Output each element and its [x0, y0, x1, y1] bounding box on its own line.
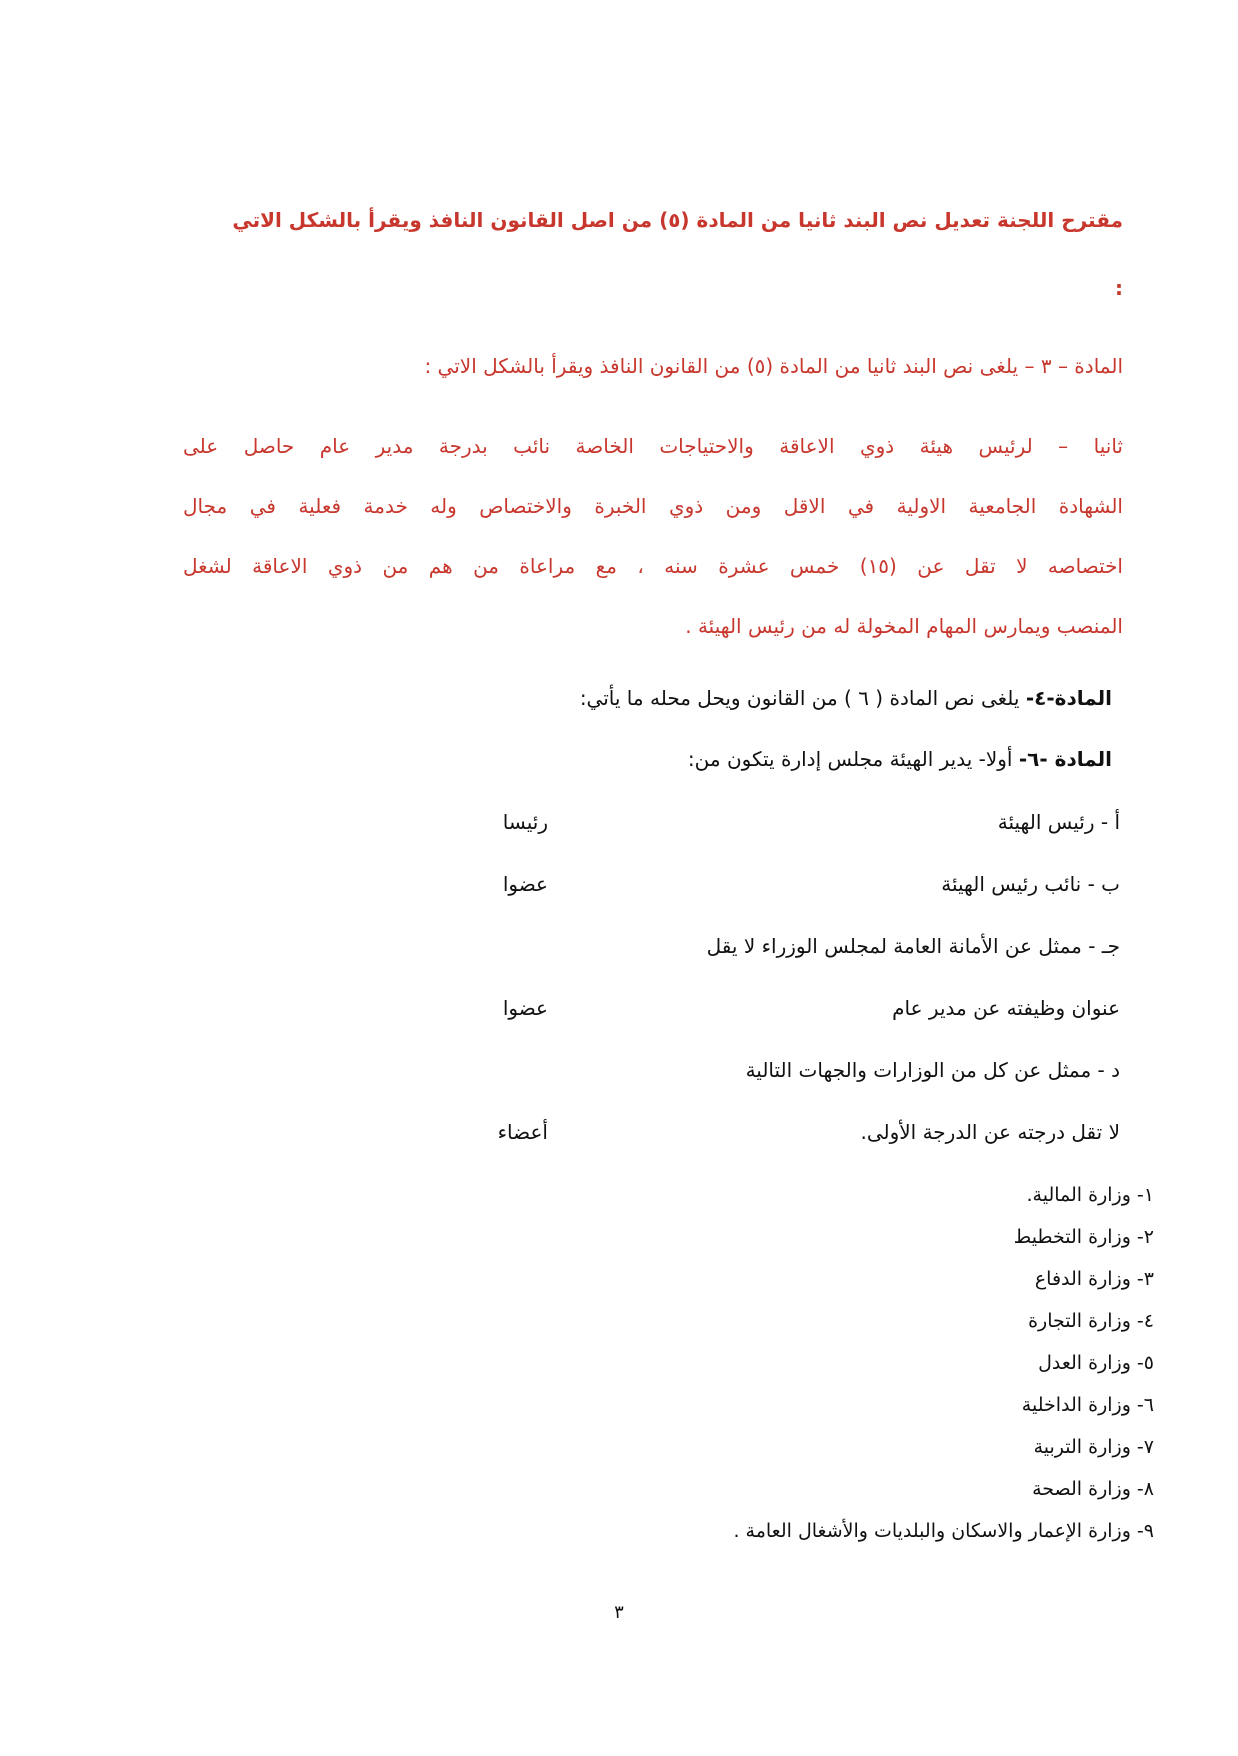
- page-number: ٣: [614, 1602, 624, 1623]
- article-4-label: المادة-٤-: [1025, 686, 1112, 710]
- ministry-item: ٢- وزارة التخطيط: [1013, 1226, 1154, 1248]
- article-6-text: أولا- يدير الهيئة مجلس إدارة يتكون من:: [687, 747, 1013, 771]
- article-6-label: المادة -٦-: [1018, 747, 1112, 771]
- article-6: [688, 747, 1112, 771]
- secondly-line-3: اختصاصه لا تقل عن (١٥) خمس عشرة سنه ، مع مراعاة من هم من ذوي الاعاقة لشغل: [183, 554, 1123, 578]
- board-member-c-line-1: جـ - ممثل عن الأمانة العامة لمجلس الوزراء لا يقل: [706, 934, 1120, 958]
- board-member-c-line-2: عنوان وظيفته عن مدير عام: [892, 996, 1120, 1020]
- board-member-a: أ - رئيس الهيئة: [997, 810, 1120, 834]
- ministry-item: ٤- وزارة التجارة: [1028, 1310, 1154, 1332]
- ministry-item: ٧- وزارة التربية: [1033, 1436, 1154, 1458]
- article-4: [580, 686, 1112, 710]
- board-member-d-line-1: د - ممثل عن كل من الوزارات والجهات التالية: [745, 1058, 1120, 1082]
- board-role-b: عضوا: [502, 872, 548, 896]
- ministry-item: ٣- وزارة الدفاع: [1034, 1268, 1154, 1290]
- secondly-line-1: ثانيا – لرئيس هيئة ذوي الاعاقة والاحتياجات الخاصة نائب بدرجة مدير عام حاصل على: [183, 434, 1123, 458]
- ministry-item: ٩- وزارة الإعمار والاسكان والبلديات والأشغال العامة .: [733, 1520, 1154, 1542]
- secondly-line-2: الشهادة الجامعية الاولية في الاقل ومن ذوي الخبرة والاختصاص وله خدمة فعلية في مجال: [183, 494, 1123, 518]
- ministry-item: ٨- وزارة الصحة: [1032, 1478, 1154, 1500]
- board-member-d-line-2: لا تقل درجته عن الدرجة الأولى.: [860, 1120, 1120, 1144]
- ministry-item: ٥- وزارة العدل: [1038, 1352, 1154, 1374]
- board-role-a: رئيسا: [502, 810, 548, 834]
- proposal-heading-colon: :: [1115, 276, 1123, 300]
- article-4-text: يلغى نص المادة ( ٦ ) من القانون ويحل محله ما يأتي:: [579, 686, 1020, 710]
- proposal-heading: مقترح اللجنة تعديل نص البند ثانيا من المادة (٥) من اصل القانون النافذ ويقرأ بالشكل الاتي: [232, 208, 1123, 232]
- board-role-d: أعضاء: [497, 1120, 548, 1144]
- board-member-b: ب - نائب رئيس الهيئة: [941, 872, 1120, 896]
- secondly-line-4: المنصب ويمارس المهام المخولة له من رئيس الهيئة .: [685, 614, 1123, 638]
- ministry-item: ١- وزارة المالية.: [1026, 1184, 1154, 1206]
- article-3-text: المادة – ٣ – يلغى نص البند ثانيا من المادة (٥) من القانون النافذ ويقرأ بالشكل الاتي :: [424, 354, 1123, 378]
- board-role-c: عضوا: [502, 996, 548, 1020]
- ministry-item: ٦- وزارة الداخلية: [1021, 1394, 1154, 1416]
